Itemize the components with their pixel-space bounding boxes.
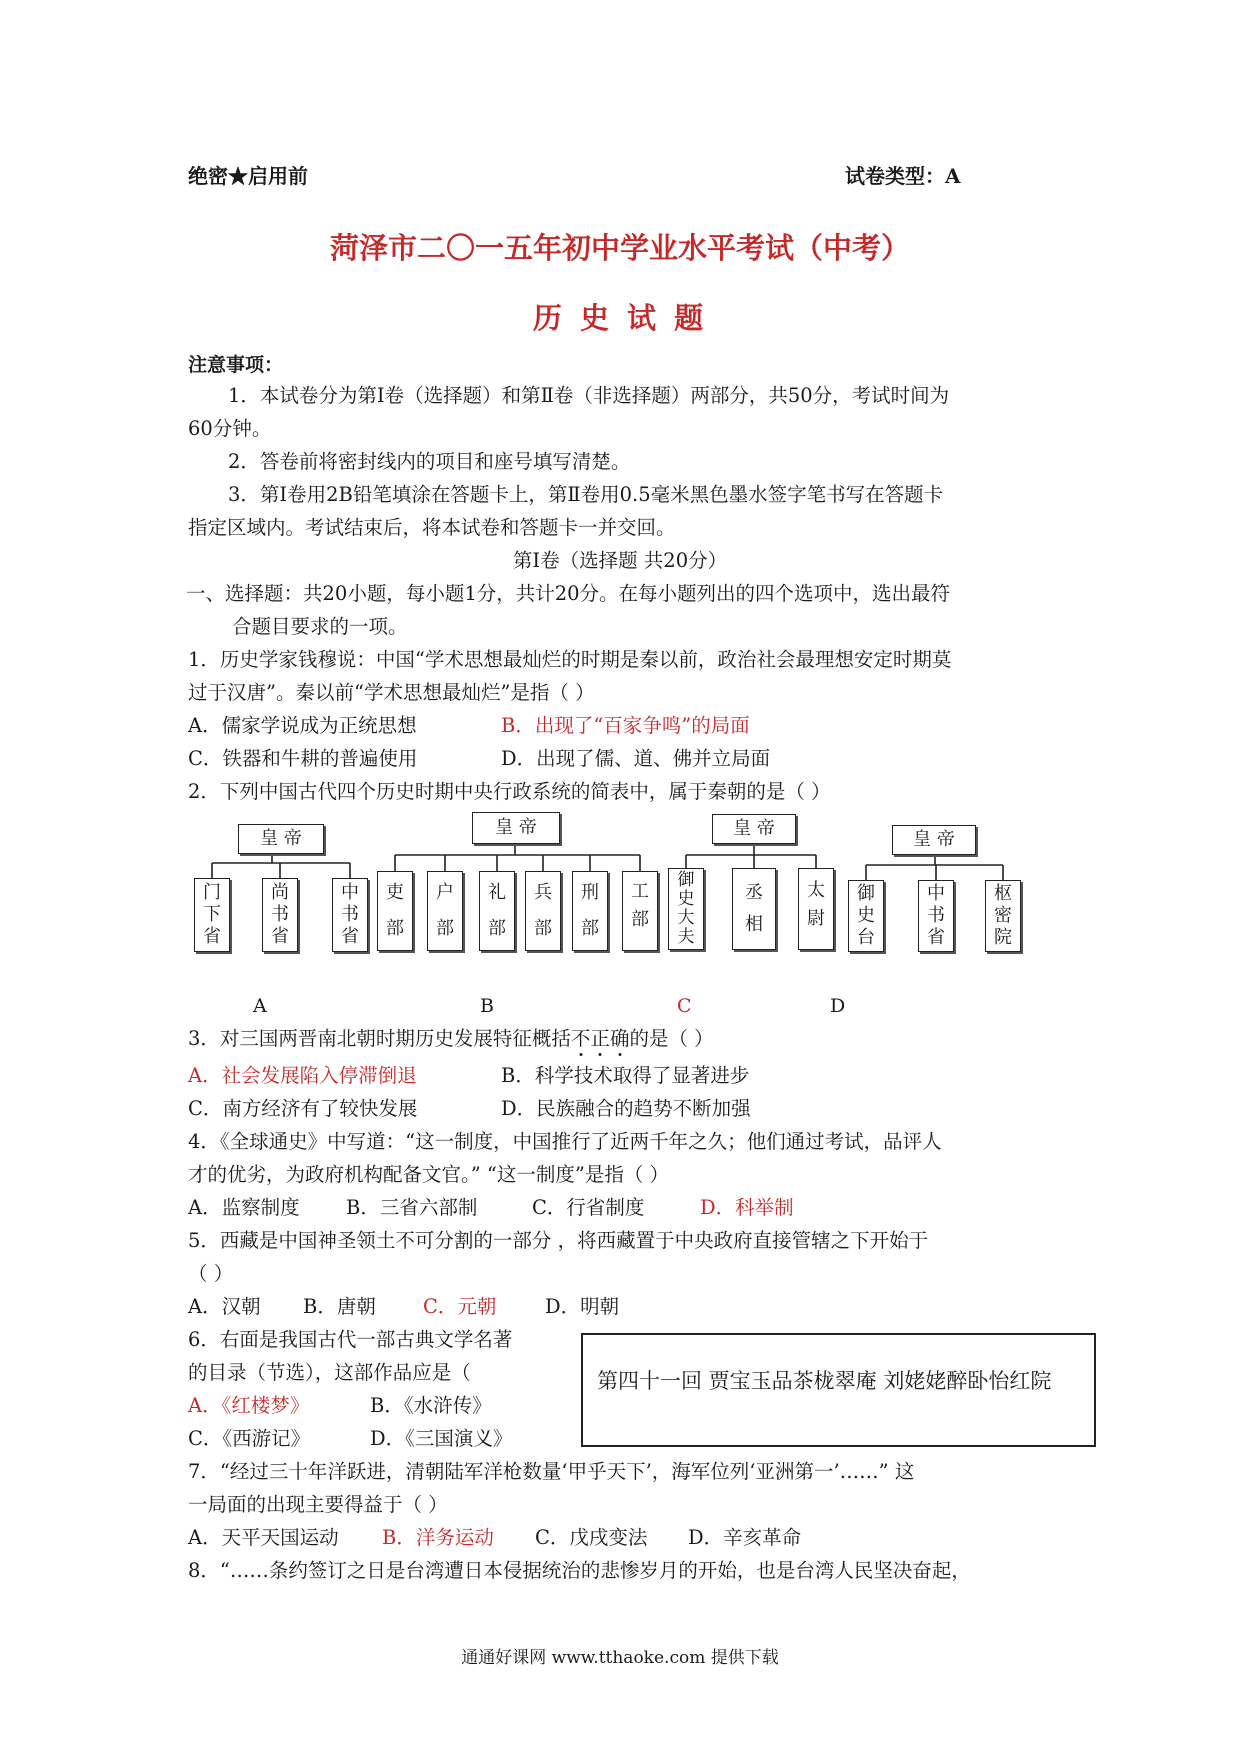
q7-option-c: C．戊戌变法: [535, 1526, 648, 1549]
q1-option-d: D．出现了儒、道、佛并立局面: [501, 747, 771, 770]
org-box-shumiyuan: 枢 密 院: [985, 880, 1021, 952]
q7-stem: 一局面的出现主要得益于（ ）: [188, 1493, 448, 1516]
q3-option-d: D．民族融合的趋势不断加强: [501, 1097, 751, 1120]
notice-item: 3．第Ⅰ卷用2B铅笔填涂在答题卡上，第Ⅱ卷用0.5毫米黑色墨水签字笔书写在答题卡: [228, 483, 944, 506]
exam-title: 菏泽市二〇一五年初中学业水平考试（中考）: [329, 231, 910, 265]
section-instruction: 合题目要求的一项。: [232, 615, 408, 638]
org-box-yushitai: 御 史 台: [848, 880, 884, 952]
q4-option-a: A．监察制度: [188, 1196, 300, 1219]
secrecy-label: 绝密★启用前: [188, 164, 308, 188]
org-box-menxia: 门 下 省: [194, 878, 230, 952]
org-box-hu-bu: 户 部: [427, 871, 463, 951]
q3-option-b: B．科学技术取得了显著进步: [501, 1064, 750, 1087]
notice-item: 指定区域内。考试结束后，将本试卷和答题卡一并交回。: [188, 516, 676, 539]
q6-option-c: C．《西游记》: [188, 1427, 311, 1450]
q3-option-c: C．南方经济有了较快发展: [188, 1097, 418, 1120]
diagram-label-c: C: [677, 995, 692, 1017]
notice-item: 60分钟。: [188, 417, 272, 440]
book-contents-box: [581, 1333, 1096, 1447]
q4-option-c: C．行省制度: [532, 1196, 645, 1219]
q5-option-d: D．明朝: [545, 1295, 620, 1318]
q4-option-b: B．三省六部制: [346, 1196, 478, 1219]
q4-stem: 才的优劣，为政府机构配备文官。” “这一制度”是指（ ）: [188, 1163, 670, 1186]
q6-option-b: B．《水浒传》: [370, 1394, 492, 1417]
q3-stem: 3．对三国两晋南北朝时期历史发展特征概括不正确的是（ ）: [188, 1027, 714, 1050]
org-box-yushidafu: 御 史 大 夫: [668, 868, 704, 950]
q5-option-c: C．元朝: [423, 1295, 497, 1318]
q1-stem: 1．历史学家钱穆说：中国“学术思想最灿烂的时期是秦以前，政治社会最理想安定时期莫: [188, 648, 952, 671]
notice-item: 2．答卷前将密封线内的项目和座号填写清楚。: [228, 450, 631, 473]
q6-option-d: D．《三国演义》: [370, 1427, 513, 1450]
q6-stem: 的目录（节选），这部作品应是（: [188, 1361, 471, 1384]
org-box-bing-bu: 兵 部: [525, 871, 561, 951]
book-contents-text: 第四十一回 贾宝玉品茶栊翠庵 刘姥姥醉卧怡红院: [597, 1369, 1052, 1393]
org-box-taiwei: 太 尉: [798, 868, 834, 950]
org-box-xing-bu: 刑 部: [572, 871, 608, 951]
emperor-box-a: 皇 帝: [238, 824, 324, 854]
q1-option-a: A．儒家学说成为正统思想: [188, 714, 417, 737]
section-title: 第Ⅰ卷（选择题 共20分）: [512, 549, 728, 572]
q6-stem: 6．右面是我国古代一部古典文学名著: [188, 1328, 513, 1351]
q6-option-a: A．《红楼梦》: [188, 1394, 310, 1417]
q5-option-a: A．汉朝: [188, 1295, 261, 1318]
org-box-gong-bu: 工 部: [622, 871, 658, 951]
q5-option-b: B．唐朝: [303, 1295, 376, 1318]
q7-option-d: D．辛亥革命: [688, 1526, 802, 1549]
q1-stem: 过于汉唐”。秦以前“学术思想最灿烂”是指（ ）: [188, 681, 595, 704]
org-box-li-bu: 吏 部: [377, 871, 413, 951]
q4-option-d: D．科举制: [700, 1196, 794, 1219]
diagram-label-b: B: [480, 995, 494, 1017]
q5-stem: （ ）: [188, 1262, 234, 1285]
q2-stem: 2．下列中国古代四个历史时期中央行政系统的简表中，属于秦朝的是（ ）: [188, 780, 831, 803]
diagram-label-d: D: [830, 995, 846, 1017]
emperor-box-b: 皇 帝: [472, 812, 560, 844]
q3-option-a: A．社会发展陷入停滞倒退: [188, 1064, 417, 1087]
q7-stem: 7．“经过三十年洋跃进，清朝陆军洋枪数量‘甲乎天下’，海军位列‘亚洲第一’……” 这: [188, 1460, 915, 1483]
org-box-zhongshu-d: 中 书 省: [918, 880, 954, 952]
page-footer: 通通好课网 www.tthaoke.com 提供下载: [461, 1648, 779, 1668]
q7-option-a: A．天平天国运动: [188, 1526, 339, 1549]
q8-stem: 8．“……条约签订之日是台湾遭日本侵据统治的悲惨岁月的开始，也是台湾人民坚决奋起，: [188, 1559, 971, 1582]
emperor-box-c: 皇 帝: [712, 814, 796, 844]
org-box-chengxiang: 丞 相: [732, 868, 776, 950]
org-box-zhongshu-a: 中 书 省: [332, 878, 368, 952]
notice-item: 1．本试卷分为第Ⅰ卷（选择题）和第Ⅱ卷（非选择题）两部分，共50分，考试时间为: [228, 384, 950, 407]
q7-option-b: B．洋务运动: [382, 1526, 494, 1549]
org-box-li-bu-rites: 礼 部: [479, 871, 515, 951]
q1-option-c: C．铁器和牛耕的普遍使用: [188, 747, 418, 770]
org-box-shangshu: 尚 书 省: [262, 878, 298, 952]
notice-heading: 注意事项：: [188, 354, 284, 376]
q4-stem: 4．《全球通史》中写道：“这一制度，中国推行了近两千年之久；他们通过考试，品评人: [188, 1130, 942, 1153]
paper-type-label: 试卷类型：A: [845, 164, 961, 188]
q5-stem: 5．西藏是中国神圣领土不可分割的一部分 ，将西藏置于中央政府直接管辖之下开始于: [188, 1229, 929, 1252]
emperor-box-d: 皇 帝: [892, 825, 976, 855]
diagram-label-a: A: [253, 995, 267, 1017]
exam-subtitle: 历 史 试 题: [532, 301, 708, 335]
q1-option-b: B．出现了“百家争鸣”的局面: [501, 714, 750, 737]
section-instruction: 一、选择题：共20小题，每小题1分，共计20分。在每小题列出的四个选项中，选出最符: [186, 582, 951, 605]
